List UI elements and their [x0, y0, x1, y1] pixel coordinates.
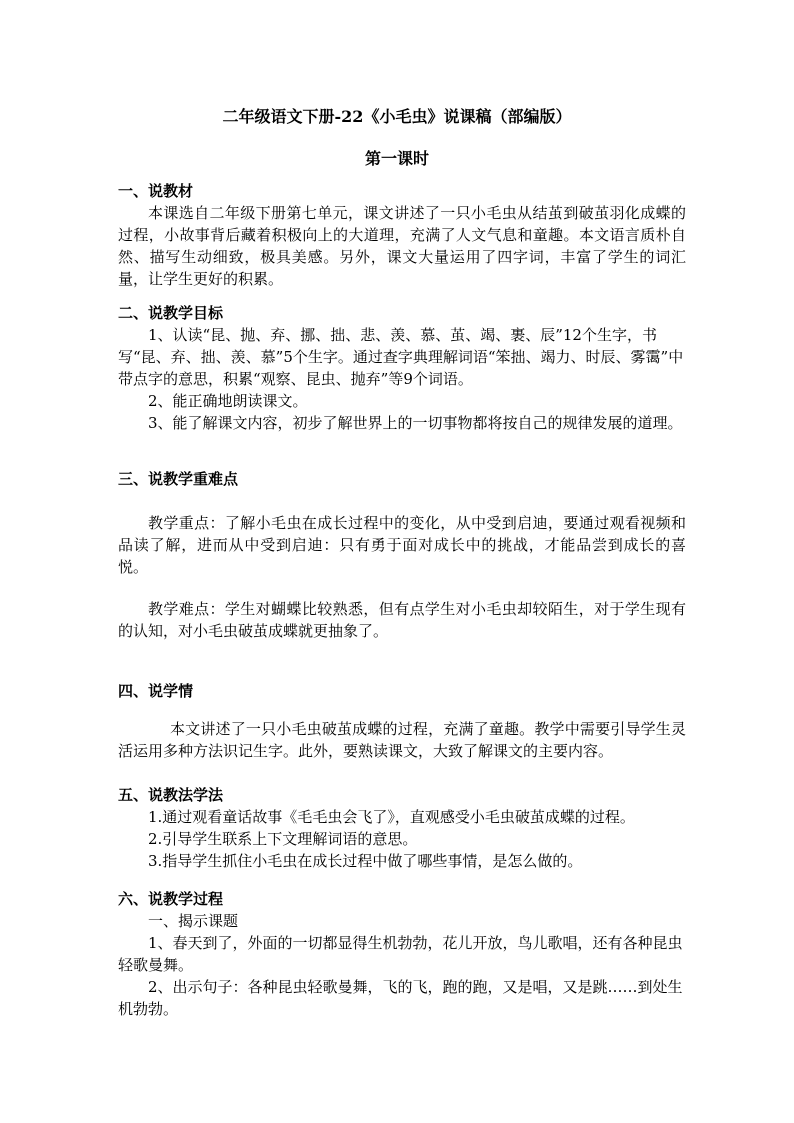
method-item-1: 1.通过观看童话故事《毛毛虫会飞了》，直观感受小毛虫破茧成蝶的过程。	[148, 808, 635, 826]
section-heading-textbook: 一、说教材	[118, 182, 194, 200]
section-heading-learners: 四、说学情	[118, 682, 194, 700]
process-step-1: 1、春天到了，外面的一切都显得生机勃勃，花儿开放，鸟儿歌唱，还有各种昆虫轻歌曼舞。	[118, 934, 683, 974]
learners-paragraph: 本文讲述了一只小毛虫破茧成蝶的过程，充满了童趣。教学中需要引导学生灵活运用多种方法识记生字。此外，要熟读课文，大致了解课文的主要内容。	[118, 720, 686, 760]
method-item-3: 3.指导学生抓住小毛虫在成长过程中做了哪些事情，是怎么做的。	[148, 852, 583, 870]
lesson-subtitle: 第一课时	[364, 149, 429, 168]
section-heading-methods: 五、说教法学法	[118, 786, 224, 804]
section-heading-goals: 二、说教学目标	[118, 304, 224, 322]
goal-item-3: 3、能了解课文内容，初步了解世界上的一切事物都将按自己的规律发展的道理。	[148, 414, 683, 432]
section-heading-process: 六、说教学过程	[118, 890, 224, 908]
goal-item-1: 1、认读“昆、抛、弃、挪、拙、悲、羡、慕、茧、竭、裹、辰”12个生字，书写“昆、弃、拙、羡、慕”5个生字。通过查字典理解词语“笨拙、竭力、时辰、雾霭”中带点字的意思，积累“观察、昆虫、抛弃”等9个词语。	[118, 326, 684, 388]
textbook-paragraph: 本课选自二年级下册第七单元，课文讲述了一只小毛虫从结茧到破茧羽化成蝶的过程，小故事背后藏着积极向上的大道理，充满了人文气息和童趣。本文语言质朴自然、描写生动细致，极具美感。另外，课文大量运用了四字词，丰富了学生的词汇量，让学生更好的积累。	[118, 204, 686, 288]
document-title: 二年级语文下册-22《小毛虫》说课稿（部编版）	[222, 107, 572, 126]
process-subheading: 一、揭示课题	[148, 912, 239, 930]
goal-item-2: 2、能正确地朗读课文。	[148, 392, 308, 410]
difficulty-paragraph: 教学难点：学生对蝴蝶比较熟悉，但有点学生对小毛虫却较陌生，对于学生现有的认知，对小毛虫破茧成蝶就更抽象了。	[118, 600, 686, 640]
key-point-paragraph: 教学重点：了解小毛虫在成长过程中的变化，从中受到启迪，要通过观看视频和品读了解，进而从中受到启迪：只有勇于面对成长中的挑战，才能品尝到成长的喜悦。	[118, 514, 686, 576]
process-step-2: 2、出示句子：各种昆虫轻歌曼舞，飞的飞，跑的跑，又是唱，又是跳……到处生机勃勃。	[118, 978, 683, 1018]
method-item-2: 2.引导学生联系上下文理解词语的意思。	[148, 830, 418, 848]
section-heading-key-points: 三、说教学重难点	[118, 470, 239, 488]
